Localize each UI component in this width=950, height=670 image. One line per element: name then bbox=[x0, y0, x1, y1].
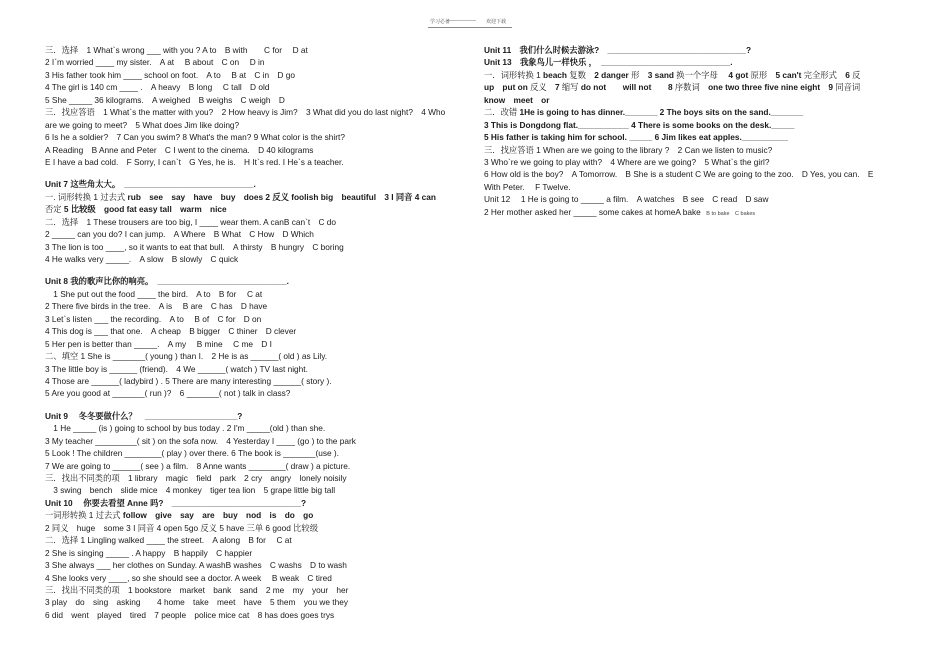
unit13-section bbox=[484, 56, 909, 193]
exercise-line: 3 swing bench slide mice 4 monkey tiger tea lion 5 grape little big tall bbox=[45, 485, 336, 496]
unit8-section bbox=[45, 275, 470, 399]
right-column bbox=[484, 44, 909, 218]
exercise-line: 2 There five birds in the tree. A is B are C has D have bbox=[45, 301, 268, 312]
exercise-line: 2 I`m worried ____ my sister. A at B about C on D in bbox=[45, 57, 265, 68]
unit7-section bbox=[45, 178, 470, 265]
sentence: 1He is going to has dinner._______ 2 The boys sits on the sand._______ bbox=[519, 107, 804, 118]
exercise-line: 三．找出不同类的项 1 library magic field park 2 cry angry lonely noisily bbox=[45, 473, 347, 483]
answer-options: B to bake C bakes bbox=[700, 210, 756, 217]
exercise-line: 5 Are you good at _______( run )? 6 _______( not ) talk in class? bbox=[45, 388, 291, 399]
exercise-line: know meet or bbox=[484, 94, 550, 105]
word: 6 bbox=[845, 69, 850, 80]
exercise-line: 1 She put out the food ____ the bird. A to B for C at bbox=[45, 288, 263, 299]
exercise-line: 6 How old is the boy? A Tomorrow. B She is a student C We are going to the zoo. D Yes, you can. E bbox=[484, 169, 874, 180]
word: 7 bbox=[554, 82, 560, 93]
word: 8 bbox=[667, 82, 673, 93]
exercise-line: 3 Who`re we going to play with? 4 Where are we going? 5 What`s the girl? bbox=[484, 156, 770, 167]
exercise-line: are we going to meet? 5 What does Jim like doing? bbox=[45, 119, 240, 130]
unit-title: Unit 13 我象鸟儿一样快乐 ， ____________________________. bbox=[484, 57, 733, 68]
exercise-line: 3 Let`s listen ___ the recording. A to B of C for D on bbox=[45, 313, 262, 324]
exercise-label: 否定 bbox=[45, 204, 64, 215]
exercise-line: 二．选择 1 Lingling walked ____ the street. A along B for C at bbox=[45, 535, 292, 546]
exercise-line: 2 She is singing _____ . A happy B happily C happier bbox=[45, 547, 253, 558]
instruction: 原形 bbox=[748, 69, 776, 80]
exercise-line bbox=[45, 509, 470, 521]
exercise-line: 5 Her pen is better than _____. A my B mine C me D I bbox=[45, 338, 272, 349]
exercise-line: 4 She looks very ____, so she should see a doctor. A week B weak C tired bbox=[45, 572, 332, 583]
instruction: 反 bbox=[849, 69, 861, 80]
instruction: 换一个字母 bbox=[674, 69, 729, 80]
exercise-line: 5 She _____ 36 kilograms. A weighed B weighs C weigh D bbox=[45, 94, 285, 105]
instruction: 完全形式 bbox=[801, 69, 846, 80]
exercise-line: Unit 12 1 He is going to _____ a film. A watches B see C read D saw bbox=[484, 194, 769, 205]
question: 2 Her mother asked her _____ some cakes at homeA bake bbox=[484, 206, 701, 217]
unit6-exercises bbox=[45, 44, 470, 168]
instruction bbox=[651, 82, 668, 92]
exercise-line: 5 His father is taking him for school. _____ 6 Jim likes eat apples.__________ bbox=[484, 132, 788, 143]
unit10-section bbox=[45, 497, 470, 621]
exercise-line bbox=[45, 191, 470, 203]
exercise-line: 3 The lion is too ____, so it wants to eat that bull. A thirsty B hungry C boring bbox=[45, 241, 344, 252]
exercise-line: 6 Is he a soldier? 7 Can you swim? 8 What's the man? 9 What color is the shirt? bbox=[45, 132, 345, 143]
instruction: 序数词 bbox=[672, 82, 709, 93]
left-column bbox=[45, 44, 470, 621]
exercise-line: 5 Look ! The children ________( play ) over there. 6 The book is _______(use ). bbox=[45, 448, 339, 459]
word: 5 can't bbox=[775, 69, 802, 80]
exercise-line: 2 同义 huge some 3 I 同音 4 open 5go 反义 5 have 三单 6 good 比较级 bbox=[45, 522, 319, 533]
exercise-line: 三．找应答语 1 When are we going to the library ? 2 Can we listen to music? bbox=[484, 144, 773, 155]
unit-title: Unit 9 冬冬要做什么？ ____________________? bbox=[45, 410, 243, 421]
exercise-line: 3 She always ___ her clothes on Sunday. A washB washes C washs D to wash bbox=[45, 560, 347, 571]
exercise-line bbox=[484, 69, 909, 81]
word: one two three five nine eight 9 bbox=[708, 82, 834, 93]
exercise-line: 3 My teacher _________( sit ) on the sofa now. 4 Yesterday I ____ (go ) to the park bbox=[45, 435, 356, 446]
exercise-line: 三．选择 1 What`s wrong ___ with you ? A to B with C for D at bbox=[45, 45, 308, 55]
exercise-label: 一词形转换 1 过去式 bbox=[45, 510, 123, 521]
header-divider bbox=[428, 27, 512, 28]
unit-title: Unit 10 你要去看望 Anne 吗? ____________________________? bbox=[45, 497, 307, 508]
word: 2 danger bbox=[594, 69, 629, 80]
instruction: 同音词 bbox=[833, 82, 861, 93]
unit-title: Unit 11 我们什么时候去游泳? ______________________________? bbox=[484, 45, 752, 55]
instruction: 反义 bbox=[527, 82, 555, 93]
header-dash: —————— bbox=[446, 18, 476, 24]
word: 3 sand bbox=[647, 69, 674, 80]
exercise-label: 一. 词形转换 1 过去式 bbox=[45, 191, 128, 202]
instruction: 复数 bbox=[567, 69, 595, 80]
exercise-line: 3 His father took him ____ school on foot. A to B at C in D go bbox=[45, 69, 295, 80]
exercise-line: 7 We are going to ______( see ) a film. 8 Anne wants ________( draw ) a picture. bbox=[45, 460, 351, 471]
word: beach bbox=[543, 69, 567, 80]
word: 4 got bbox=[728, 69, 749, 80]
exercise-line: 4 Those are ______( ladybird ) . 5 There are many interesting ______( story ). bbox=[45, 375, 332, 386]
exercise-line: With Peter. F Twelve. bbox=[484, 181, 571, 192]
exercise-line bbox=[484, 81, 909, 93]
word: up put on bbox=[484, 82, 528, 93]
exercise-line: 6 did went played tired 7 people police mice cat 8 has does goes trys bbox=[45, 609, 335, 620]
exercise-line: 三．找应答语 1 What`s the matter with you? 2 How heavy is Jim? 3 What did you do last night? 4 Who bbox=[45, 107, 446, 118]
instruction: 形 bbox=[628, 69, 648, 80]
exercise-line: 三．找出不同类的项 1 bookstore market bank sand 2 me my your her bbox=[45, 584, 349, 595]
exercise-line bbox=[484, 206, 909, 218]
exercise-line: 2 _____ can you do? I can jump. A Where B What C How D Which bbox=[45, 229, 314, 240]
unit12-section bbox=[484, 193, 909, 218]
page-header bbox=[0, 18, 950, 30]
unit9-section bbox=[45, 410, 470, 497]
instruction: 缩写 bbox=[559, 82, 581, 93]
unit-title: Unit 8 我的歌声比你的响亮。 ____________________________. bbox=[45, 276, 289, 287]
exercise-line: 3 play do sing asking 4 home take meet have 5 them you we they bbox=[45, 597, 348, 608]
header-right-text: 欢迎下载 bbox=[486, 19, 507, 25]
exercise-line: 二．选择 1 These trousers are too big, I ____ wear them. A canB can`t C do bbox=[45, 216, 336, 227]
exercise-line bbox=[484, 106, 909, 118]
exercise-line: E I have a bad cold. F Sorry, I can`t G Yes, he is. H It`s red. I He`s a teacher. bbox=[45, 156, 344, 167]
word-list: 5 比较级 good fat easy tall warm nice bbox=[63, 204, 227, 215]
word-list: follow give say are buy nod is do go bbox=[122, 510, 314, 521]
exercise-line: A Reading B Anne and Peter C I went to the cinema. D 40 kilograms bbox=[45, 144, 314, 155]
exercise-line: 4 The girl is 140 cm ____ . A heavy B long C tall D old bbox=[45, 82, 270, 93]
exercise-label: 一．词形转换 1 bbox=[484, 69, 544, 80]
exercise-line: 二、填空 1 She is _______( young ) than I. 2 He is as ______( old ) as Lily. bbox=[45, 351, 328, 362]
exercise-line: 1 He _____ (is ) going to school by bus today . 2 I'm _____(old ) than she. bbox=[45, 423, 326, 434]
word: do not will not bbox=[580, 82, 652, 93]
exercise-line: 4 He walks very _____. A slow B slowly C quick bbox=[45, 254, 239, 264]
exercise-label: 二．改错 bbox=[484, 107, 520, 118]
header-left-text: 学习必备 bbox=[430, 19, 451, 25]
exercise-line: 3 The little boy is ______ (friend). 4 We ______( watch ) TV last night. bbox=[45, 363, 308, 374]
word-list: rub see say have buy does 2 反义 foolish big beautiful 3 I 同音 4 can bbox=[127, 191, 436, 202]
exercise-line: 4 This dog is ___ that one. A cheap B bigger C thiner D clever bbox=[45, 326, 297, 337]
exercise-line: 3 This is Dongdong flat.___________ 4 There is some books on the desk._____ bbox=[484, 119, 795, 130]
unit-title: Unit 7 这些角太大。 ____________________________. bbox=[45, 179, 256, 190]
exercise-line bbox=[45, 203, 470, 215]
